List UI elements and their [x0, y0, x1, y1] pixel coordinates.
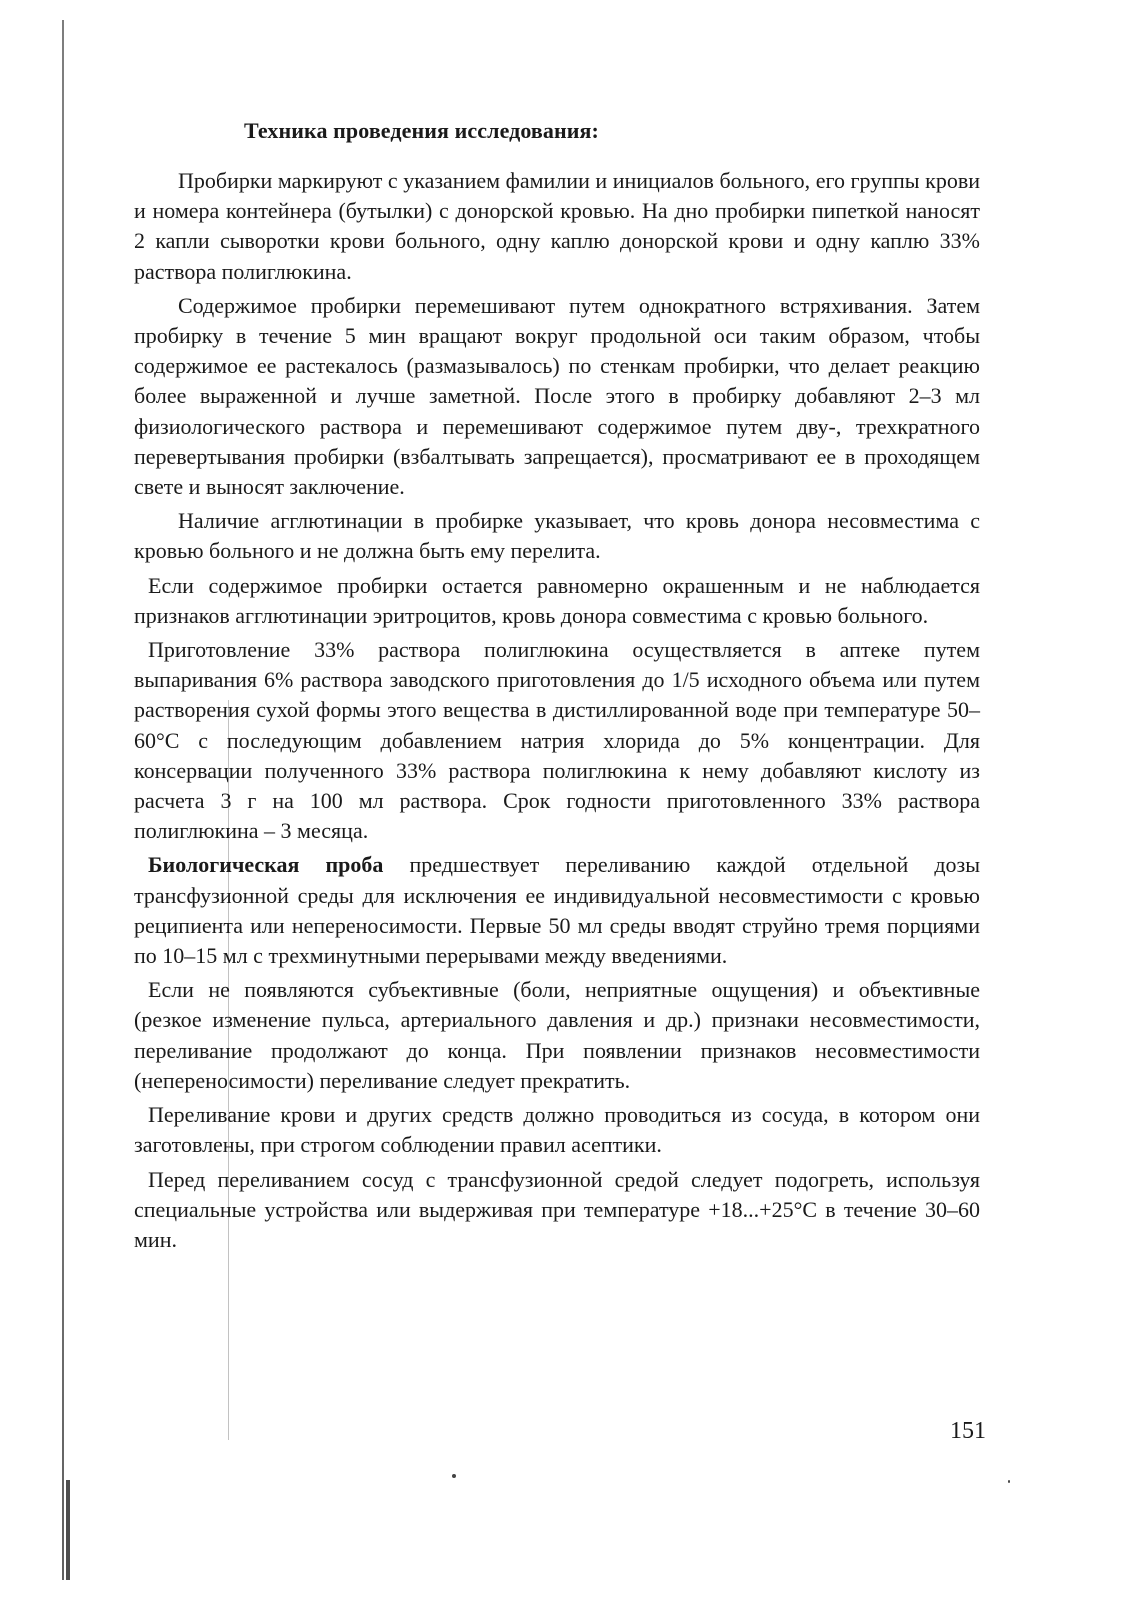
paragraph-6-term: Биологическая проба: [148, 852, 384, 878]
section-heading: Техника проведения исследования:: [244, 118, 599, 143]
paragraph-5: Приготовление 33% раствора полиглюкина осуществляется в аптеке путем выпаривания 6% раствора заводского приготовления до 1/5 исходного объема или путем растворения сухой формы этого вещества в дистиллированной воде при температуре 50–60°С с последующим добавлением натрия хлорида до 5% концентрации. Для консервации полученного 33% раствора полиглюкина к нему добавляют кислоту из расчета 3 г на 100 мл раствора. Срок годности приготовленного 33% раствора полиглюкина – 3 месяца.: [134, 637, 980, 844]
paragraph-6-text: предшествует переливанию каждой отдельной дозы трансфузионной среды для исключения ее индивидуальной несовместимости с кровью реципиента или непереносимости. Первые 50 мл среды вводят струйно тремя порциями по 10–15 мл с трехминутными перерывами между введениями.: [134, 852, 980, 969]
scan-speck: [452, 1474, 456, 1478]
paragraph-2: Содержимое пробирки перемешивают путем однократного встряхивания. Затем пробирку в течение 5 мин вращают вокруг продольной оси таким образом, чтобы содержимое ее растекалось (размазывалось) по стенкам пробирки, что делает реакцию более выраженной и лучше заметной. После этого в пробирку добавляют 2–3 мл физиологического раствора и перемешивают содержимое путем дву-, трехкратного перевертывания пробирки (взбалтывать запрещается), просматривают ее в проходящем свете и выносят заключение.: [134, 292, 980, 500]
paragraph-4: Если содержимое пробирки остается равномерно окрашенным и не наблюдается признаков агглютинации эритроцитов, кровь донора совместима с кровью больного.: [134, 572, 980, 628]
page-number: 151: [950, 1418, 986, 1444]
paragraph-1: Пробирки маркируют с указанием фамилии и инициалов больного, его группы крови и номера контейнера (бутылки) с донорской кровью. На дно пробирки пипеткой наносят 2 капли сыворотки крови больного, одну каплю донорской крови и одну каплю 33% раствора полиглюкина.: [134, 168, 980, 284]
scan-binding-edge: [62, 20, 64, 1580]
body-text: [134, 166, 980, 1259]
scan-speck: [1008, 1480, 1010, 1483]
paragraph-6: [134, 850, 980, 971]
paragraph-9: Перед переливанием сосуд с трансфузионной средой следует подогреть, используя специальные устройства или выдерживая при температуре +18...+25°С в течение 30–60 мин.: [134, 1166, 980, 1252]
paragraph-3: Наличие агглютинации в пробирке указывает, что кровь донора несовместима с кровью больного и не должна быть ему перелита.: [134, 508, 980, 564]
paragraph-7: Если не появляются субъективные (боли, неприятные ощущения) и объективные (резкое изменение пульса, артериального давления и др.) признаки несовместимости, переливание продолжают до конца. При появлении признаков несовместимости (непереносимости) переливание следует прекратить.: [134, 977, 980, 1093]
scan-binding-shadow: [66, 1480, 70, 1580]
paragraph-8: Переливание крови и других средств должно проводиться из сосуда, в котором они заготовлены, при строгом соблюдении правил асептики.: [134, 1102, 980, 1158]
